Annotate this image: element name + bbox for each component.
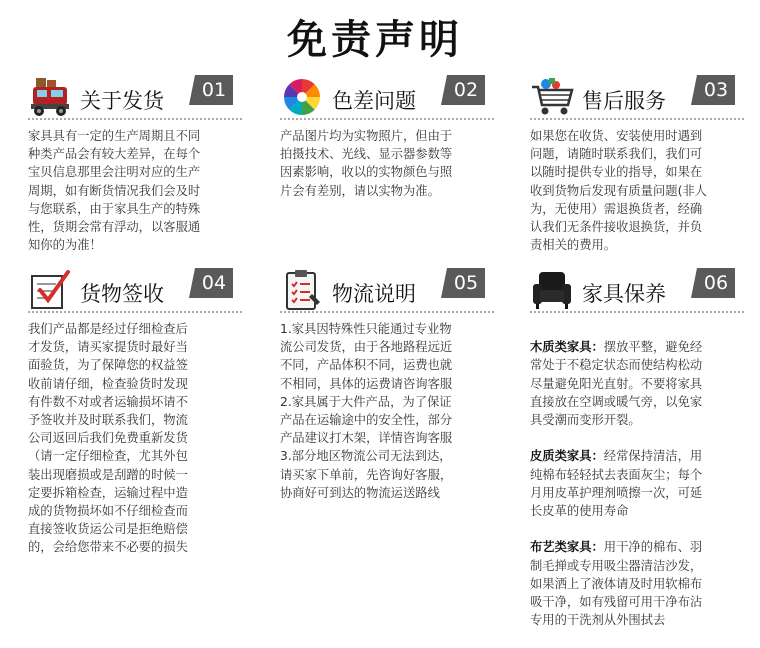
card-body: 产品图片均为实物照片，但由于 拍摄技术、光线、显示器参数等 因素影响，收以的实物颜色与照 片会有差别，请以实物为准。: [280, 129, 453, 198]
armchair-icon: [530, 268, 574, 312]
dotted-divider: [28, 311, 242, 313]
shopping-cart-icon: [530, 75, 574, 119]
number-badge: 03: [697, 75, 735, 105]
card-shipping: [28, 75, 258, 253]
card-after-sales: [530, 75, 760, 253]
card-body: 我们产品都是经过仔细检查后 才发货，请买家提货时最好当 面验货，为了保障您的权益签 收前请仔细，检查验货时发现 有件数不对或者运输损坏请不 予签收并及时联系我们，物流 公司返回后我们免费重新发货 （请一定仔细检查，尤其外包 装出现磨损或是刮蹭的时候一 定要拆箱检查，运输过程中造 成的货物损坏如不仔细检查而 直接签收货运公司是拒绝赔偿 的，会给您带来不必要的损失: [28, 322, 188, 555]
page-title: 免责声明: [287, 17, 463, 63]
card-logistics: [280, 268, 510, 500]
card-furniture-care: [530, 268, 760, 628]
dotted-divider: [530, 118, 744, 120]
section-text: 摆放平整，避免经 常处于不稳定状态而使结构松动 尽量避免阳光直射。不要将家具 直接放在空调或暖气旁，以免家 具受潮而变形开裂。: [530, 340, 703, 428]
number-badge: 01: [195, 75, 233, 105]
card-title: 色差问题: [332, 89, 416, 113]
number-badge: 04: [195, 268, 233, 298]
care-section-leather: [530, 447, 742, 520]
card-color-difference: [280, 75, 510, 198]
card-title: 家具保养: [582, 282, 666, 306]
card-body: [530, 320, 742, 648]
section-label: 皮质类家具：: [530, 449, 604, 464]
card-body: 1.家具因特殊性只能通过专业物 流公司发货，由于各地路程远近 不同，产品体积不同，运费也就 不相同，具体的运费请咨询客服 2.家具属于大件产品，为了保证 产品在运输途中的安全性，部分 产品建议打木架，详情咨询客服 3.部分地区物流公司无法到达， 请买家下单前，先咨询好客服， 协商好可到达的物流运送路线: [280, 322, 453, 500]
dotted-divider: [28, 118, 242, 120]
section-label: 木质类家具：: [530, 340, 604, 355]
number-badge: 05: [447, 268, 485, 298]
card-body: 如果您在收货、安装使用时遇到 问题，请随时联系我们，我们可 以随时提供专业的指导，如果在 收到货物后发现有质量问题(非人 为，无使用）需退换货者，经确 认我们无条件接收退换货，并负 责相关的费用。: [530, 129, 707, 253]
number-badge: 06: [697, 268, 735, 298]
care-section-fabric: [530, 538, 742, 629]
number-badge: 02: [447, 75, 485, 105]
truck-icon: [28, 75, 72, 119]
dotted-divider: [280, 118, 494, 120]
card-delivery-signoff: [28, 268, 258, 555]
section-text: 经常保持清洁，用 纯棉布轻轻拭去表面灰尘；每个 月用皮革护理剂喷擦一次，可延 长皮革的使用寿命: [530, 449, 703, 519]
dotted-divider: [530, 311, 744, 313]
card-title: 物流说明: [332, 282, 416, 306]
card-title: 售后服务: [582, 89, 666, 113]
color-palette-icon: [280, 75, 324, 119]
card-body: 家具具有一定的生产周期且不同 种类产品会有较大差异，在每个 宝贝信息那里会注明对应的生产 周期，如有断货情况我们会及时 与您联系，由于家具生产的特殊 性，货期会常有浮动，以客服通 知你的为准！: [28, 129, 201, 253]
checklist-icon: [28, 268, 72, 312]
section-label: 布艺类家具：: [530, 540, 604, 555]
card-title: 货物签收: [80, 282, 164, 306]
section-text: 用干净的棉布、羽 制毛掸或专用吸尘器清洁沙发， 如果洒上了液体请及时用软棉布 吸干净，如有残留可用干净布沾 专用的干洗剂从外围拭去: [530, 540, 703, 628]
dotted-divider: [280, 311, 494, 313]
care-section-wood: [530, 338, 742, 429]
clipboard-icon: [280, 268, 324, 312]
card-title: 关于发货: [80, 89, 164, 113]
